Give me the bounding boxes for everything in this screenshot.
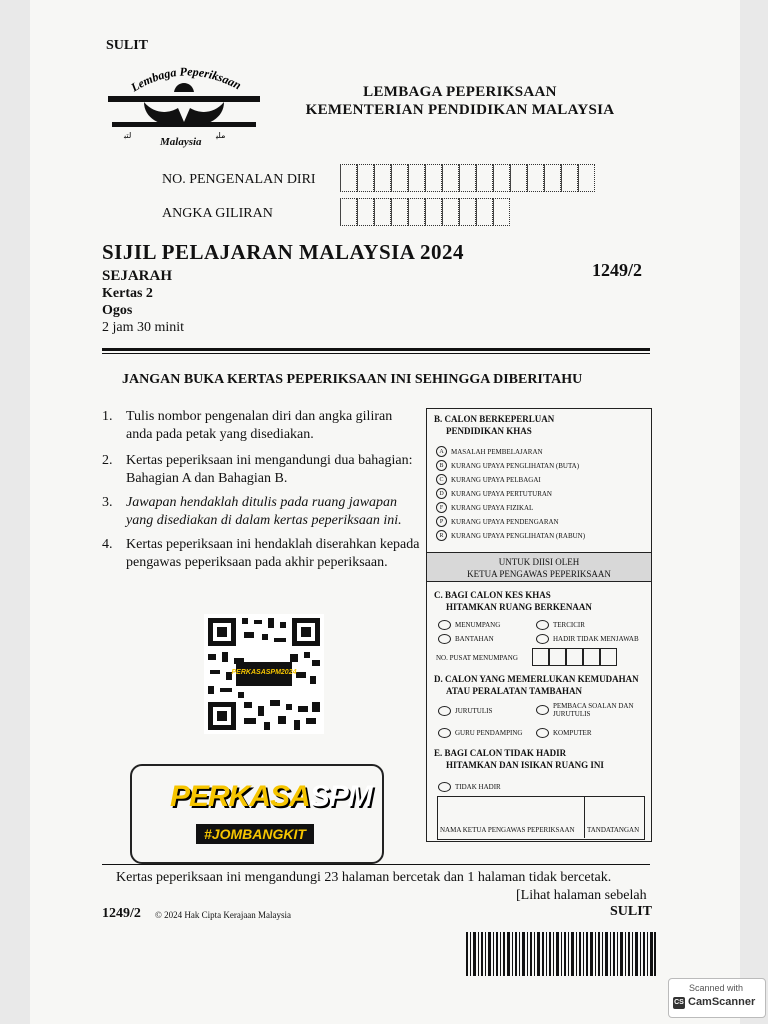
option-hadir-label: HADIR TIDAK MENJAWAB [553,635,639,643]
sulit-label-bottom: SULIT [610,904,653,919]
option-bantahan[interactable] [438,634,494,644]
next-page-note: [Lihat halaman sebelah [516,888,647,903]
section-d-title-1: D. CALON YANG MEMERLUKAN KEMUDAHAN [434,674,639,684]
camscanner-logo-icon: CS [673,997,685,1009]
svg-text:ﻟﺘﺒ: ﻟﺘﺒ [124,131,132,140]
option-guru-pendamping[interactable] [438,728,522,738]
option-a[interactable] [436,446,543,457]
option-tidak-hadir-label: TIDAK HADIR [455,783,501,791]
pusat-menumpang-label: NO. PUSAT MENUMPANG [436,654,518,662]
page-count-note: Kertas peperiksaan ini mengandungi 23 halaman bercetak dan 1 halaman tidak bercetak. [116,870,612,885]
paper-code: 1249/2 [592,260,643,280]
instruction-number: 3. [102,495,113,510]
angka-giliran-boxes[interactable] [340,198,510,226]
promo-brand-b: SPM [309,780,372,813]
section-c-title-1: C. BAGI CALON KES KHAS [434,590,551,600]
option-p-label: KURANG UPAYA PENDENGARAN [451,517,559,526]
option-tercicir[interactable] [536,620,585,630]
option-b[interactable] [436,460,579,471]
instruction-number: 2. [102,453,113,468]
camscanner-watermark [668,978,766,1018]
barcode-icon [466,932,656,976]
divider-top [102,348,650,351]
option-p-key: P [436,516,447,527]
signature-divider [584,796,585,838]
instruction-4 [102,536,420,572]
instruction-text: Tulis nombor pengenalan diri dan angka giliran anda pada petak yang disediakan. [126,409,393,442]
option-pembaca[interactable] [536,702,648,718]
instruction-number: 4. [102,537,113,552]
scanner-line2: CamScanner [688,996,756,1008]
footer-code: 1249/2 [102,906,141,921]
subject-name: SEJARAH [102,268,173,284]
option-c[interactable] [436,474,541,485]
paper-number: Kertas 2 [102,286,153,301]
option-komputer[interactable] [536,728,592,738]
option-jurutulis[interactable] [438,706,492,716]
bubble-icon [438,634,451,644]
org-name-line2: KEMENTERIAN PENDIDIKAN MALAYSIA [305,102,615,118]
qr-overlay-text: PERKASASPM2024 [231,669,297,676]
id-number-label: NO. PENGENALAN DIRI [162,172,316,187]
option-menumpang[interactable] [438,620,500,630]
option-jurutulis-label: JURUTULIS [455,707,493,715]
option-d[interactable] [436,488,552,499]
section-d-title-2: ATAU PERALATAN TAMBAHAN [446,686,583,696]
instruction-text: Kertas peperiksaan ini hendaklah diserahkan kepada pengawas peperiksaan pada akhir peperiksaan. [126,537,420,570]
instruction-1 [102,408,420,444]
angka-giliran-label: ANGKA GILIRAN [162,206,273,221]
bubble-icon [536,705,549,715]
section-b-title-1: B. CALON BERKEPERLUAN [434,414,555,424]
copyright: © 2024 Hak Cipta Kerajaan Malaysia [155,910,292,920]
pusat-menumpang-boxes[interactable] [532,648,617,666]
svg-text:ﻣﻠﻴ: ﻣﻠﻴ [216,131,226,140]
bubble-icon [438,782,451,792]
option-c-label: KURANG UPAYA PELBAGAI [451,475,541,484]
option-p[interactable] [436,516,559,527]
section-b-title-2: PENDIDIKAN KHAS [446,426,532,436]
bubble-icon [438,620,451,630]
exam-month: Ogos [102,303,133,318]
instruction-3 [102,494,420,530]
option-b-key: B [436,460,447,471]
logo-arc-text: Lembaga Peperiksaan [128,64,244,95]
option-f[interactable] [436,502,533,513]
section-c-title-2: HITAMKAN RUANG BERKENAAN [446,602,592,612]
instruction-text: Jawapan hendaklah ditulis pada ruang jawapan yang disediakan di dalam kertas peperiksaan ini. [126,495,402,528]
bubble-icon [536,620,549,630]
option-tidak-hadir[interactable] [438,782,501,792]
official-use-banner [427,552,651,582]
divider-bottom [102,864,650,865]
option-a-key: A [436,446,447,457]
option-tercicir-label: TERCICIR [553,621,585,629]
bubble-icon [438,728,451,738]
option-a-label: MASALAH PEMBELAJARAN [451,447,543,456]
promo-hashtag: #JOMBANGKIT [196,824,314,844]
option-komputer-label: KOMPUTER [553,729,592,737]
logo-caption: Malaysia [160,136,202,148]
section-e-title-1: E. BAGI CALON TIDAK HADIR [434,748,567,758]
warning-text: JANGAN BUKA KERTAS PEPERIKSAAN INI SEHINGGA DIBERITAHU [122,372,583,387]
promo-brand [170,780,372,814]
bubble-icon [438,706,451,716]
official-use-line1: UNTUK DIISI OLEH [498,557,580,567]
option-pembaca-label: PEMBACA SOALAN DAN JURUTULIS [553,702,634,718]
instruction-text: Kertas peperiksaan ini mengandungi dua bahagian: Bahagian A dan Bahagian B. [126,453,413,486]
instruction-number: 1. [102,409,113,424]
option-guru-label: GURU PENDAMPING [455,729,523,737]
option-b-label: KURANG UPAYA PENGLIHATAN (BUTA) [451,461,580,470]
bubble-icon [536,728,549,738]
scanner-line1: Scanned with [689,983,744,993]
option-hadir-tidak-menjawab[interactable] [536,634,639,644]
option-bantahan-label: BANTAHAN [455,635,494,643]
divider-top-thin [102,353,650,354]
section-e-title-2: HITAMKAN DAN ISIKAN RUANG INI [446,760,604,770]
id-number-boxes[interactable] [340,164,595,192]
signature-label: TANDATANGAN [587,826,640,834]
option-r[interactable] [436,530,585,541]
option-menumpang-label: MENUMPANG [455,621,501,629]
exam-title: SIJIL PELAJARAN MALAYSIA 2024 [102,240,465,264]
sulit-label-top: SULIT [106,38,149,53]
promo-box [130,764,384,864]
official-use-line2: KETUA PENGAWAS PEPERIKSAAN [467,569,611,579]
option-f-key: F [436,502,447,513]
option-d-label: KURANG UPAYA PERTUTURAN [451,489,552,498]
instruction-2 [102,452,420,488]
org-name-line1: LEMBAGA PEPERIKSAAN [363,84,557,100]
exam-duration: 2 jam 30 minit [102,320,185,335]
signature-name-label: NAMA KETUA PENGAWAS PEPERIKSAAN [440,826,575,834]
option-r-key: R [436,530,447,541]
promo-brand-a: PERKASA [170,780,310,813]
qr-code-icon[interactable] [204,614,324,734]
option-r-label: KURANG UPAYA PENGLIHATAN (RABUN) [451,531,586,540]
option-d-key: D [436,488,447,499]
option-c-key: C [436,474,447,485]
bubble-icon [536,634,549,644]
option-f-label: KURANG UPAYA FIZIKAL [451,503,534,512]
